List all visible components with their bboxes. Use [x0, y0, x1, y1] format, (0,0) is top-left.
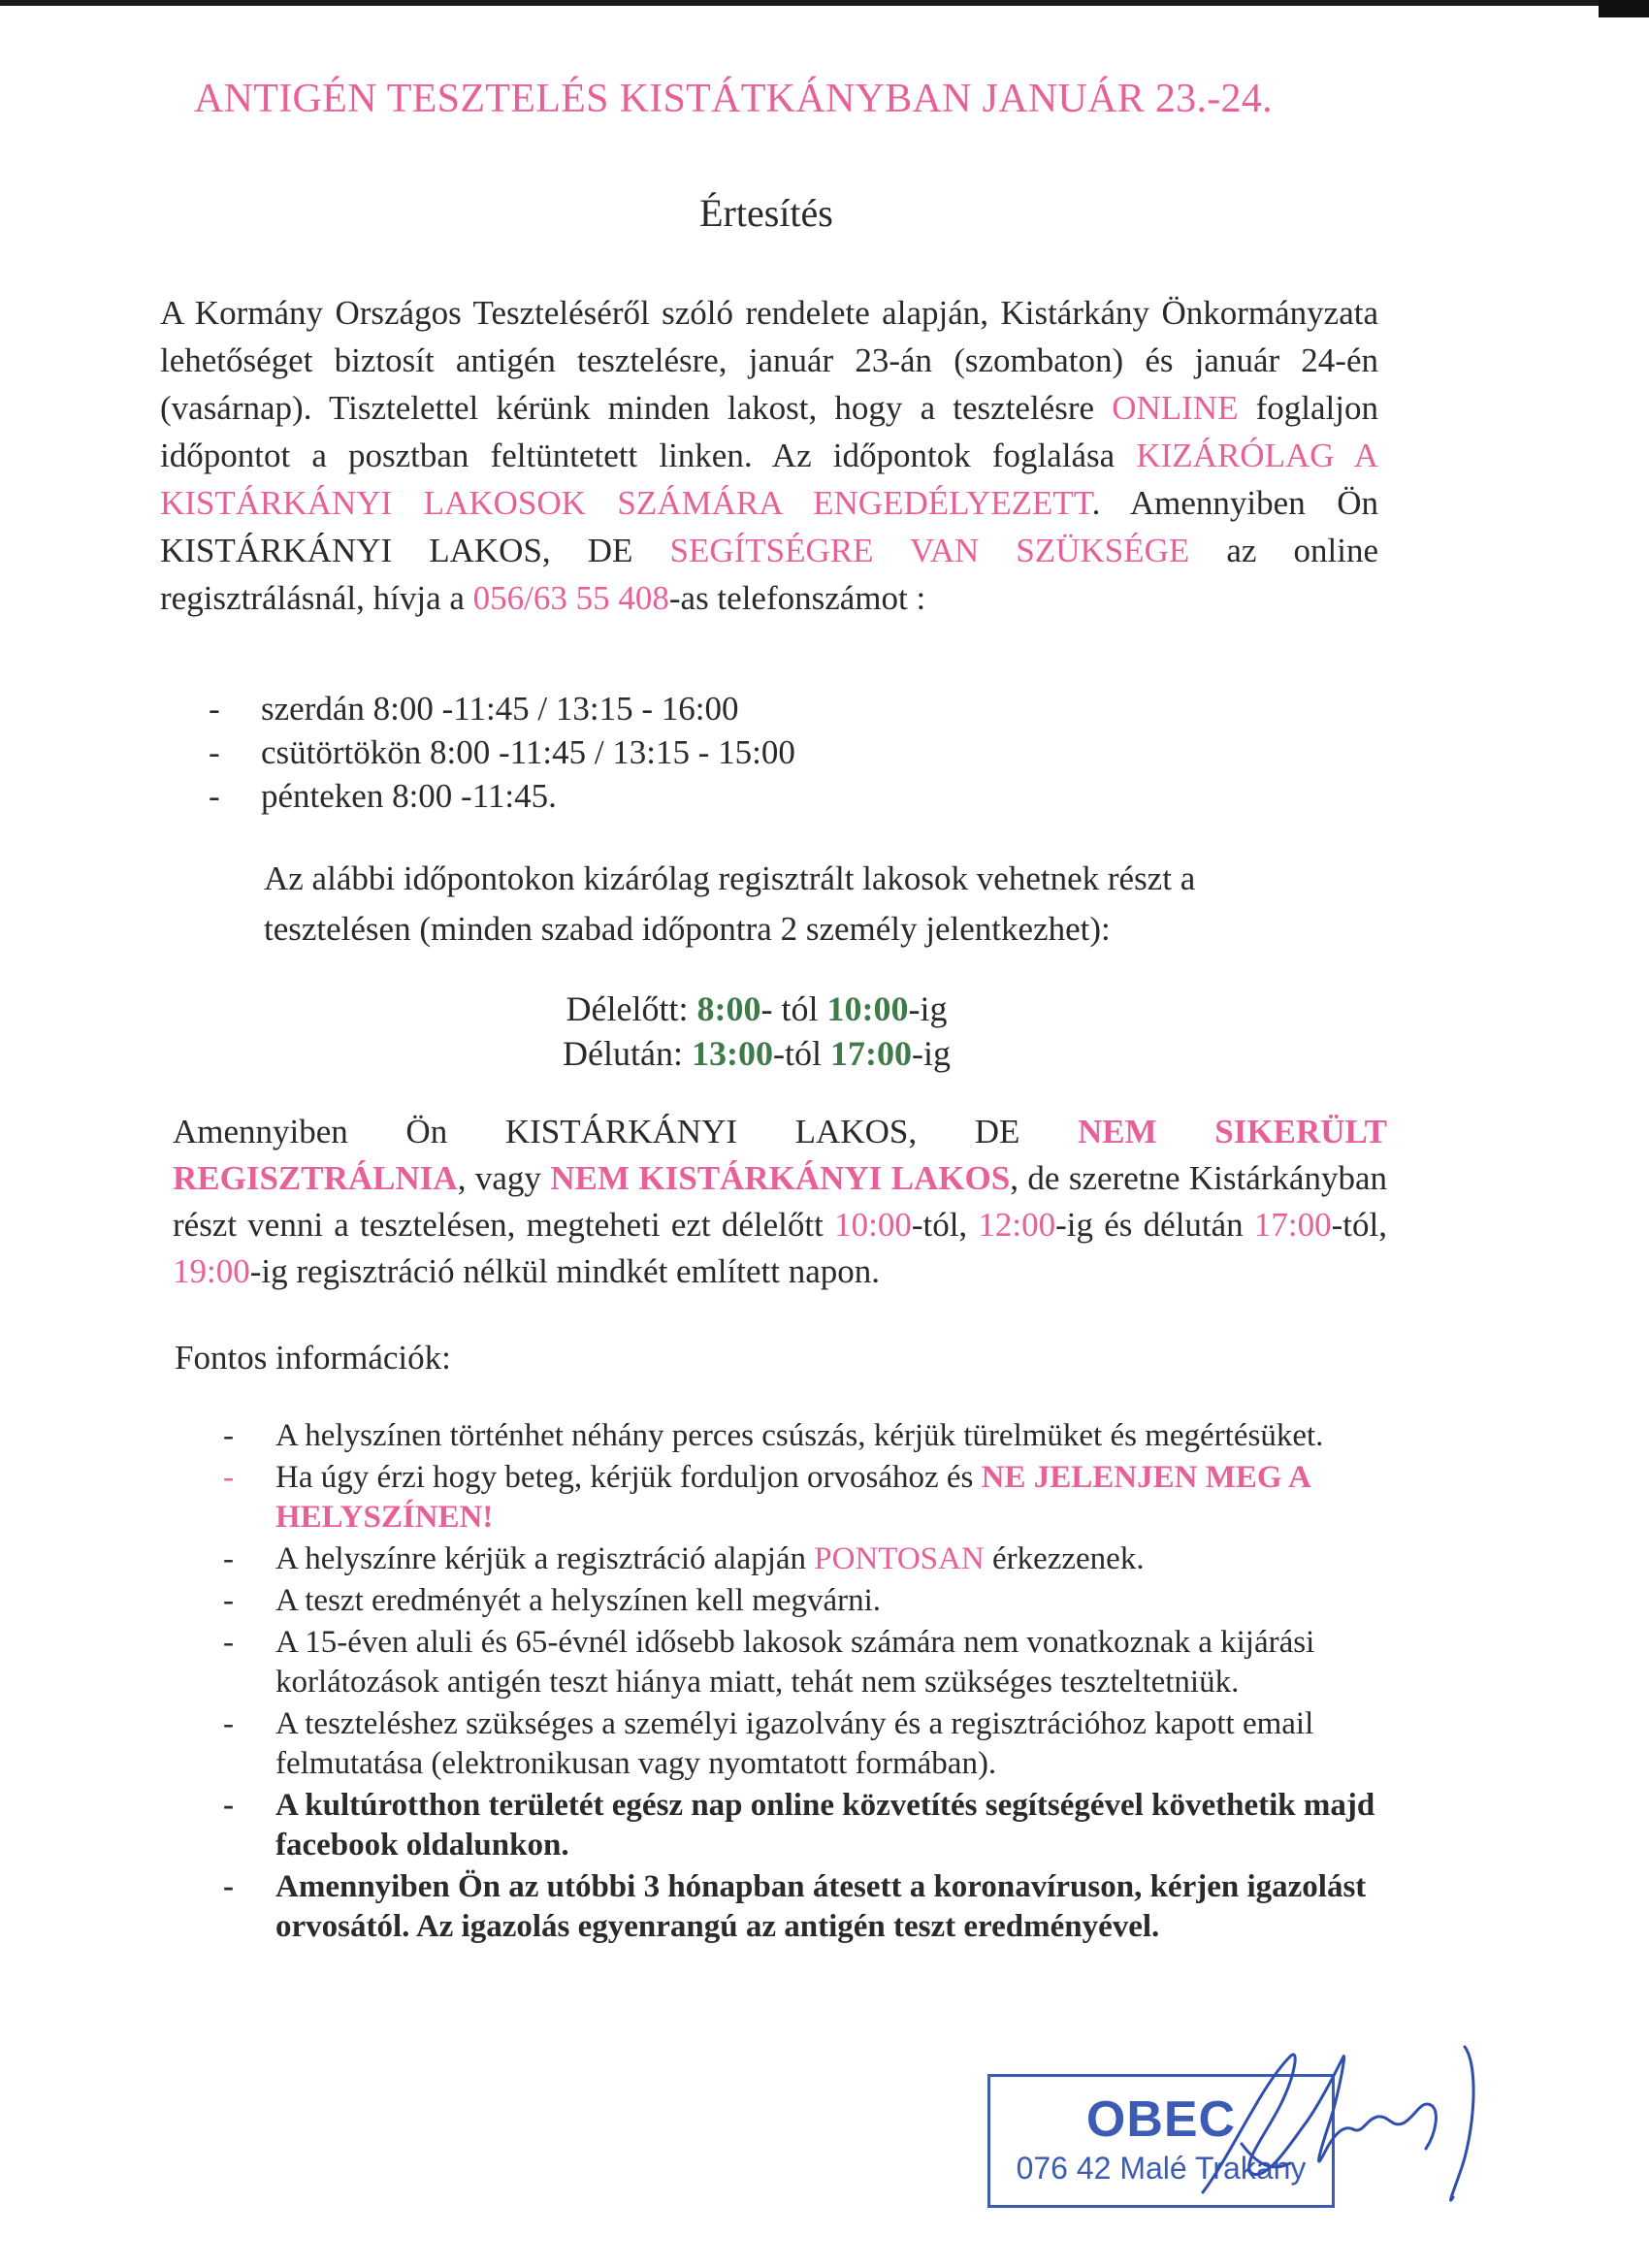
afternoon-label: Délután: [563, 1034, 692, 1073]
info-item-text: A teszt eredményét a helyszínen kell megvárni. [275, 1583, 882, 1618]
list-item [223, 1458, 1416, 1538]
testing-times [0, 987, 1513, 1076]
non-resident-highlight: NEM KISTÁRKÁNYI LAKOS [550, 1159, 1011, 1197]
walkin-afternoon-from: 17:00 [1253, 1206, 1332, 1244]
paragraph-text: -tól, [1331, 1206, 1387, 1244]
document-subtitle: Értesítés [699, 191, 833, 235]
time-separator: -tól [772, 1034, 830, 1073]
residents-only-highlight: KIZÁRÓLAG A KISTÁRKÁNYI LAKOSOK SZÁMÁRA ENGEDÉLYEZETT [160, 437, 1378, 522]
walkin-morning-from: 10:00 [834, 1206, 912, 1244]
scan-corner-mark [1599, 0, 1649, 17]
list-item [223, 1416, 1416, 1456]
do-not-come-highlight: NE JELENJEN MEG A HELYSZÍNEN! [275, 1460, 1310, 1535]
intro-text: foglaljon időpontot a posztban feltüntetett linken. Az időpontok foglalása [160, 389, 1378, 474]
list-item [209, 774, 795, 818]
intro-text: az online regisztrálásnál, hívja a [160, 532, 1378, 617]
list-item [223, 1867, 1416, 1947]
registered-only-paragraph: Az alábbi időpontokon kizárólag regisztrált lakosok vehetnek részt a tesztelésen (minden szabad időpontra 2 személy jelentkezhet): [264, 859, 1196, 948]
intro-paragraph [160, 289, 1378, 622]
info-item-text: érkezzenek. [984, 1541, 1145, 1576]
paragraph-text: -ig és délután [1055, 1206, 1254, 1244]
office-hours-wednesday: szerdán 8:00 -11:45 / 13:15 - 16:00 [261, 690, 739, 728]
office-hours-thursday: csütörtökön 8:00 -11:45 / 13:15 - 15:00 [261, 733, 795, 771]
paragraph-text: Amennyiben Ön KISTÁRKÁNYI LAKOS, DE [173, 1113, 1079, 1150]
info-heading: Fontos információk: [175, 1339, 451, 1377]
intro-text: . Amennyiben Ön KISTÁRKÁNYI LAKOS, DE [160, 484, 1378, 569]
info-item-text: A teszteléshez szükséges a személyi igazolvány és a regisztrációhoz kapott email felmutatása (elektronikusan vagy nyomtatott formában). [275, 1706, 1314, 1781]
afternoon-to: 17:00 [829, 1034, 912, 1073]
list-item [223, 1704, 1416, 1784]
punctual-highlight: PONTOSAN [814, 1541, 985, 1576]
phone-number: 056/63 55 408 [472, 579, 669, 617]
time-suffix: -ig [908, 989, 948, 1028]
stamp-name: OBEC [1085, 2091, 1237, 2148]
dash-bullet: - [223, 1418, 234, 1453]
paragraph-text: -ig regisztráció nélkül mindkét említett napon. [249, 1252, 880, 1290]
list-item [223, 1623, 1416, 1702]
office-hours-friday: pénteken 8:00 -11:45. [261, 777, 557, 815]
help-needed-highlight: SEGÍTSÉGRE VAN SZÜKSÉGE [669, 532, 1190, 569]
intro-text: -as telefonszámot : [668, 579, 926, 617]
list-item [209, 730, 795, 774]
top-border-line [0, 0, 1599, 6]
list-item [223, 1539, 1416, 1579]
info-item-text: Ha úgy érzi hogy beteg, kérjük forduljon orvosához és [275, 1460, 982, 1495]
morning-label: Délelőtt: [566, 989, 697, 1028]
dash-bullet: - [223, 1583, 234, 1618]
paragraph-text: -tól, [911, 1206, 979, 1244]
morning-from: 8:00 [696, 989, 761, 1028]
time-suffix: -ig [911, 1034, 951, 1073]
online-highlight: ONLINE [1112, 389, 1239, 427]
intro-text: A Kormány Országos Teszteléséről szóló rendelete alapján, Kistárkány Önkormányzata lehetőséget biztosít antigén tesztelésre, január 23-án (szombaton) és január 24-én (vasárnap). Tisztelettel kérünk minden lakost, hogy a tesztelésre [160, 294, 1378, 427]
document-title: ANTIGÉN TESZTELÉS KISTÁTKÁNYBAN JANUÁR 23.-24. [194, 77, 1273, 121]
morning-slot [0, 987, 1513, 1031]
morning-to: 10:00 [826, 989, 909, 1028]
time-separator: - tól [760, 989, 827, 1028]
dash-bullet: - [209, 733, 220, 771]
dash-bullet: - [223, 1625, 234, 1660]
dash-bullet: - [223, 1788, 234, 1823]
dash-bullet: - [223, 1460, 234, 1495]
office-hours-list [209, 687, 795, 818]
info-list [223, 1416, 1416, 1949]
dash-bullet: - [223, 1869, 234, 1904]
list-item [223, 1786, 1416, 1865]
unregistered-paragraph [173, 1109, 1387, 1295]
dash-bullet: - [209, 690, 220, 728]
paragraph-text: , de szeretne Kistárkányban részt venni a tesztelésen, megteheti ezt délelőtt [173, 1159, 1388, 1244]
dash-bullet: - [223, 1706, 234, 1741]
dash-bullet: - [209, 777, 220, 815]
paragraph-text: , vagy [457, 1159, 551, 1197]
info-item-text: Amennyiben Ön az utóbbi 3 hónapban átesett a koronavíruson, kérjen igazolást orvosától. Az igazolás egyenrangú az antigén teszt eredményével. [275, 1869, 1367, 1944]
info-item-text: A kultúrotthon területét egész nap online közvetítés segítségével követhetik majd facebook oldalunkon. [275, 1788, 1375, 1863]
not-registered-highlight: NEM SIKERÜLT REGISZTRÁLNIA [173, 1113, 1387, 1197]
list-item [209, 687, 795, 730]
walkin-afternoon-to: 19:00 [173, 1252, 250, 1290]
dash-bullet: - [223, 1541, 234, 1576]
info-item-text: A helyszínen történhet néhány perces csúszás, kérjük türelmüket és megértésüket. [275, 1418, 1324, 1453]
info-item-text: A 15-éven aluli és 65-évnél idősebb lakosok számára nem vonatkoznak a kijárási korlátozások antigén teszt hiánya miatt, tehát nem szükséges teszteltetniük. [275, 1625, 1315, 1700]
walkin-morning-to: 12:00 [978, 1206, 1056, 1244]
info-item-text: A helyszínre kérjük a regisztráció alapján [275, 1541, 815, 1576]
afternoon-slot [0, 1031, 1513, 1076]
list-item [223, 1581, 1416, 1621]
afternoon-from: 13:00 [691, 1034, 773, 1073]
stamp-address: 076 42 Malé Trakany [1016, 2151, 1307, 2186]
handwritten-signature [1145, 2027, 1513, 2231]
